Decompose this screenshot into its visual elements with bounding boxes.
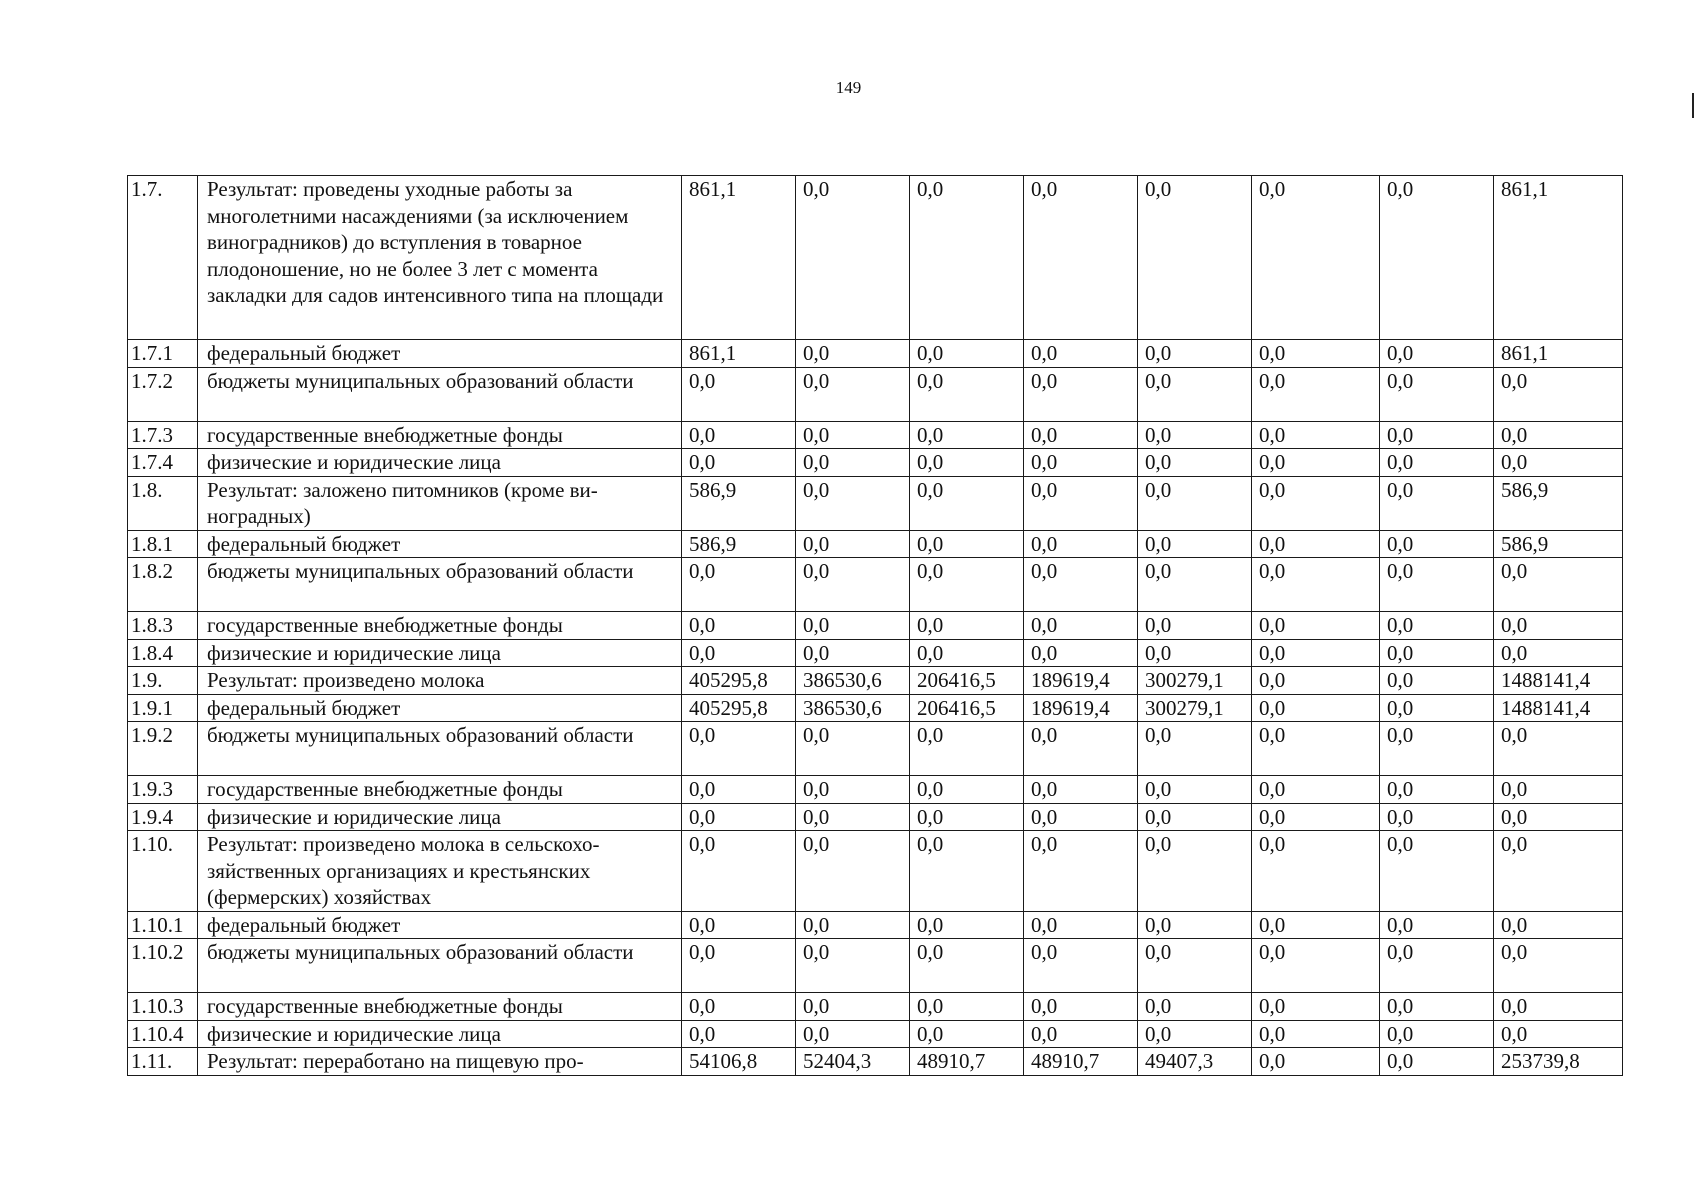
value-cell: 0,0	[1138, 722, 1252, 776]
value-cell: 300279,1	[1138, 694, 1252, 722]
table-row	[128, 939, 1623, 993]
value-cell: 0,0	[1252, 176, 1380, 340]
value-cell: 0,0	[1380, 340, 1494, 368]
total-value-cell: 0,0	[1494, 367, 1623, 421]
value-cell: 0,0	[1252, 831, 1380, 912]
value-cell: 0,0	[1138, 176, 1252, 340]
table-body	[128, 176, 1623, 1076]
value-cell: 206416,5	[910, 694, 1024, 722]
value-cell: 0,0	[796, 367, 910, 421]
table-row	[128, 476, 1623, 530]
value-cell: 0,0	[682, 993, 796, 1021]
table-row	[128, 421, 1623, 449]
table-row	[128, 694, 1623, 722]
table-row	[128, 776, 1623, 804]
value-cell: 0,0	[1024, 449, 1138, 477]
value-cell: 0,0	[1252, 530, 1380, 558]
value-cell: 0,0	[796, 776, 910, 804]
value-cell: 0,0	[1380, 639, 1494, 667]
value-cell: 0,0	[796, 476, 910, 530]
table-row	[128, 722, 1623, 776]
value-cell: 0,0	[1024, 1020, 1138, 1048]
value-cell: 0,0	[1380, 722, 1494, 776]
value-cell: 48910,7	[910, 1048, 1024, 1076]
row-code: 1.8.	[128, 476, 198, 530]
value-cell: 0,0	[796, 911, 910, 939]
value-cell: 0,0	[796, 722, 910, 776]
value-cell: 0,0	[1138, 476, 1252, 530]
value-cell: 0,0	[1380, 421, 1494, 449]
row-description: бюджеты муниципальных образований области	[198, 939, 682, 993]
total-value-cell: 0,0	[1494, 776, 1623, 804]
value-cell: 0,0	[1380, 367, 1494, 421]
total-value-cell: 0,0	[1494, 993, 1623, 1021]
row-description: Результат: переработано на пищевую про-	[198, 1048, 682, 1076]
row-code: 1.8.3	[128, 612, 198, 640]
value-cell: 0,0	[910, 476, 1024, 530]
table-row	[128, 911, 1623, 939]
value-cell: 49407,3	[1138, 1048, 1252, 1076]
value-cell: 0,0	[682, 612, 796, 640]
value-cell: 0,0	[910, 558, 1024, 612]
value-cell: 0,0	[1024, 803, 1138, 831]
total-value-cell: 0,0	[1494, 558, 1623, 612]
value-cell: 0,0	[1024, 831, 1138, 912]
value-cell: 0,0	[1252, 639, 1380, 667]
total-value-cell: 0,0	[1494, 421, 1623, 449]
value-cell: 300279,1	[1138, 667, 1252, 695]
row-description: федеральный бюджет	[198, 911, 682, 939]
total-value-cell: 0,0	[1494, 831, 1623, 912]
value-cell: 0,0	[1024, 911, 1138, 939]
row-description: государственные внебюджетные фонды	[198, 421, 682, 449]
row-description: физические и юридические лица	[198, 639, 682, 667]
value-cell: 0,0	[1138, 776, 1252, 804]
budget-table	[127, 175, 1623, 1076]
value-cell: 0,0	[1380, 476, 1494, 530]
value-cell: 0,0	[796, 993, 910, 1021]
value-cell: 0,0	[1252, 911, 1380, 939]
value-cell: 0,0	[1024, 612, 1138, 640]
total-value-cell: 1488141,4	[1494, 667, 1623, 695]
value-cell: 0,0	[1380, 776, 1494, 804]
value-cell: 0,0	[796, 612, 910, 640]
value-cell: 586,9	[682, 530, 796, 558]
table-row	[128, 667, 1623, 695]
table-row	[128, 803, 1623, 831]
value-cell: 0,0	[1138, 421, 1252, 449]
table-row	[128, 340, 1623, 368]
value-cell: 0,0	[1252, 476, 1380, 530]
value-cell: 0,0	[1252, 558, 1380, 612]
total-value-cell: 0,0	[1494, 803, 1623, 831]
value-cell: 0,0	[1252, 367, 1380, 421]
value-cell: 0,0	[796, 530, 910, 558]
value-cell: 0,0	[1380, 803, 1494, 831]
value-cell: 0,0	[1138, 558, 1252, 612]
value-cell: 0,0	[910, 449, 1024, 477]
value-cell: 0,0	[1252, 939, 1380, 993]
table-row	[128, 831, 1623, 912]
total-value-cell: 253739,8	[1494, 1048, 1623, 1076]
row-description: государственные внебюджетные фонды	[198, 776, 682, 804]
row-code: 1.9.3	[128, 776, 198, 804]
row-description: Результат: проведены уходные работы за многолетними насаждениями (за исключением виноградников) до вступления в товарное плодоношение, но не более 3 лет с момента закладки для садов интенсивного типа на площади	[198, 176, 682, 340]
value-cell: 0,0	[682, 776, 796, 804]
value-cell: 0,0	[796, 340, 910, 368]
table-row	[128, 1048, 1623, 1076]
row-description: государственные внебюджетные фонды	[198, 612, 682, 640]
value-cell: 0,0	[1380, 1020, 1494, 1048]
value-cell: 386530,6	[796, 667, 910, 695]
value-cell: 0,0	[1138, 911, 1252, 939]
value-cell: 0,0	[910, 340, 1024, 368]
value-cell: 0,0	[1138, 449, 1252, 477]
value-cell: 0,0	[910, 639, 1024, 667]
value-cell: 0,0	[682, 639, 796, 667]
value-cell: 0,0	[1380, 530, 1494, 558]
row-code: 1.10.3	[128, 993, 198, 1021]
value-cell: 0,0	[910, 1020, 1024, 1048]
value-cell: 0,0	[796, 831, 910, 912]
value-cell: 189619,4	[1024, 694, 1138, 722]
value-cell: 0,0	[1138, 993, 1252, 1021]
value-cell: 0,0	[910, 367, 1024, 421]
value-cell: 0,0	[1252, 993, 1380, 1021]
row-code: 1.9.2	[128, 722, 198, 776]
row-description: федеральный бюджет	[198, 694, 682, 722]
table-row	[128, 367, 1623, 421]
total-value-cell: 586,9	[1494, 476, 1623, 530]
total-value-cell: 0,0	[1494, 939, 1623, 993]
table-row	[128, 639, 1623, 667]
value-cell: 0,0	[682, 722, 796, 776]
table-row	[128, 176, 1623, 340]
total-value-cell: 0,0	[1494, 449, 1623, 477]
row-code: 1.8.2	[128, 558, 198, 612]
value-cell: 0,0	[1024, 530, 1138, 558]
total-value-cell: 1488141,4	[1494, 694, 1623, 722]
table-row	[128, 449, 1623, 477]
value-cell: 0,0	[1252, 612, 1380, 640]
value-cell: 0,0	[1138, 530, 1252, 558]
value-cell: 0,0	[1138, 612, 1252, 640]
row-code: 1.8.1	[128, 530, 198, 558]
total-value-cell: 586,9	[1494, 530, 1623, 558]
value-cell: 0,0	[682, 911, 796, 939]
value-cell: 0,0	[1380, 993, 1494, 1021]
value-cell: 586,9	[682, 476, 796, 530]
value-cell: 0,0	[1024, 340, 1138, 368]
value-cell: 0,0	[1252, 694, 1380, 722]
row-code: 1.10.	[128, 831, 198, 912]
value-cell: 0,0	[910, 612, 1024, 640]
value-cell: 0,0	[910, 911, 1024, 939]
table-row	[128, 530, 1623, 558]
total-value-cell: 0,0	[1494, 722, 1623, 776]
page-number: 149	[835, 78, 862, 97]
table-row	[128, 558, 1623, 612]
value-cell: 0,0	[1024, 939, 1138, 993]
value-cell: 0,0	[1138, 803, 1252, 831]
value-cell: 0,0	[1380, 939, 1494, 993]
value-cell: 0,0	[1024, 176, 1138, 340]
scan-edge-mark	[1692, 93, 1697, 118]
row-description: Результат: произведено молока в сельскохозяйственных организациях и крестьянских (фермерских) хозяйствах	[198, 831, 682, 912]
value-cell: 0,0	[910, 530, 1024, 558]
total-value-cell: 861,1	[1494, 340, 1623, 368]
value-cell: 0,0	[1380, 911, 1494, 939]
value-cell: 0,0	[682, 831, 796, 912]
value-cell: 52404,3	[796, 1048, 910, 1076]
value-cell: 0,0	[682, 1020, 796, 1048]
value-cell: 0,0	[910, 993, 1024, 1021]
row-description: физические и юридические лица	[198, 803, 682, 831]
row-description: бюджеты муниципальных образований области	[198, 722, 682, 776]
table-row	[128, 993, 1623, 1021]
value-cell: 0,0	[682, 803, 796, 831]
value-cell: 48910,7	[1024, 1048, 1138, 1076]
value-cell: 861,1	[682, 340, 796, 368]
value-cell: 0,0	[1024, 421, 1138, 449]
value-cell: 0,0	[796, 803, 910, 831]
value-cell: 0,0	[1252, 667, 1380, 695]
row-code: 1.7.1	[128, 340, 198, 368]
value-cell: 0,0	[1024, 476, 1138, 530]
row-code: 1.8.4	[128, 639, 198, 667]
value-cell: 0,0	[1380, 694, 1494, 722]
value-cell: 0,0	[1024, 776, 1138, 804]
value-cell: 0,0	[1138, 340, 1252, 368]
row-code: 1.9.	[128, 667, 198, 695]
value-cell: 0,0	[682, 421, 796, 449]
value-cell: 0,0	[796, 1020, 910, 1048]
total-value-cell: 0,0	[1494, 612, 1623, 640]
value-cell: 0,0	[1024, 639, 1138, 667]
row-code: 1.11.	[128, 1048, 198, 1076]
value-cell: 0,0	[1380, 449, 1494, 477]
row-code: 1.7.	[128, 176, 198, 340]
table-row	[128, 1020, 1623, 1048]
value-cell: 0,0	[1024, 558, 1138, 612]
value-cell: 0,0	[682, 939, 796, 993]
value-cell: 0,0	[796, 449, 910, 477]
value-cell: 0,0	[1252, 722, 1380, 776]
value-cell: 0,0	[1252, 803, 1380, 831]
value-cell: 0,0	[1024, 993, 1138, 1021]
row-description: Результат: заложено питомников (кроме виноградных)	[198, 476, 682, 530]
value-cell: 0,0	[1252, 449, 1380, 477]
value-cell: 189619,4	[1024, 667, 1138, 695]
value-cell: 386530,6	[796, 694, 910, 722]
value-cell: 0,0	[1024, 722, 1138, 776]
row-code: 1.7.4	[128, 449, 198, 477]
value-cell: 0,0	[910, 803, 1024, 831]
value-cell: 0,0	[1380, 558, 1494, 612]
value-cell: 405295,8	[682, 694, 796, 722]
value-cell: 0,0	[910, 831, 1024, 912]
value-cell: 0,0	[1138, 639, 1252, 667]
row-code: 1.10.2	[128, 939, 198, 993]
row-code: 1.9.1	[128, 694, 198, 722]
value-cell: 54106,8	[682, 1048, 796, 1076]
row-code: 1.10.1	[128, 911, 198, 939]
value-cell: 0,0	[910, 421, 1024, 449]
row-description: физические и юридические лица	[198, 1020, 682, 1048]
value-cell: 0,0	[910, 176, 1024, 340]
value-cell: 0,0	[682, 367, 796, 421]
row-code: 1.7.2	[128, 367, 198, 421]
value-cell: 0,0	[910, 776, 1024, 804]
value-cell: 0,0	[1252, 421, 1380, 449]
row-description: государственные внебюджетные фонды	[198, 993, 682, 1021]
row-description: бюджеты муниципальных образований области	[198, 367, 682, 421]
value-cell: 0,0	[1380, 831, 1494, 912]
total-value-cell: 0,0	[1494, 639, 1623, 667]
value-cell: 0,0	[1252, 1020, 1380, 1048]
value-cell: 861,1	[682, 176, 796, 340]
row-code: 1.10.4	[128, 1020, 198, 1048]
value-cell: 0,0	[910, 939, 1024, 993]
value-cell: 0,0	[1138, 831, 1252, 912]
value-cell: 0,0	[1138, 367, 1252, 421]
value-cell: 0,0	[796, 939, 910, 993]
value-cell: 0,0	[1024, 367, 1138, 421]
value-cell: 0,0	[1252, 776, 1380, 804]
value-cell: 0,0	[796, 639, 910, 667]
table-row	[128, 612, 1623, 640]
value-cell: 206416,5	[910, 667, 1024, 695]
total-value-cell: 0,0	[1494, 1020, 1623, 1048]
row-description: федеральный бюджет	[198, 530, 682, 558]
value-cell: 0,0	[1138, 939, 1252, 993]
row-code: 1.7.3	[128, 421, 198, 449]
value-cell: 0,0	[1380, 176, 1494, 340]
total-value-cell: 0,0	[1494, 911, 1623, 939]
row-description: Результат: произведено молока	[198, 667, 682, 695]
value-cell: 0,0	[910, 722, 1024, 776]
value-cell: 0,0	[1380, 667, 1494, 695]
value-cell: 0,0	[796, 421, 910, 449]
value-cell: 0,0	[682, 558, 796, 612]
value-cell: 0,0	[1252, 1048, 1380, 1076]
value-cell: 0,0	[1380, 1048, 1494, 1076]
value-cell: 0,0	[796, 176, 910, 340]
row-code: 1.9.4	[128, 803, 198, 831]
value-cell: 0,0	[1252, 340, 1380, 368]
row-description: бюджеты муниципальных образований области	[198, 558, 682, 612]
value-cell: 0,0	[682, 449, 796, 477]
value-cell: 405295,8	[682, 667, 796, 695]
value-cell: 0,0	[1380, 612, 1494, 640]
value-cell: 0,0	[1138, 1020, 1252, 1048]
row-description: физические и юридические лица	[198, 449, 682, 477]
row-description: федеральный бюджет	[198, 340, 682, 368]
total-value-cell: 861,1	[1494, 176, 1623, 340]
value-cell: 0,0	[796, 558, 910, 612]
